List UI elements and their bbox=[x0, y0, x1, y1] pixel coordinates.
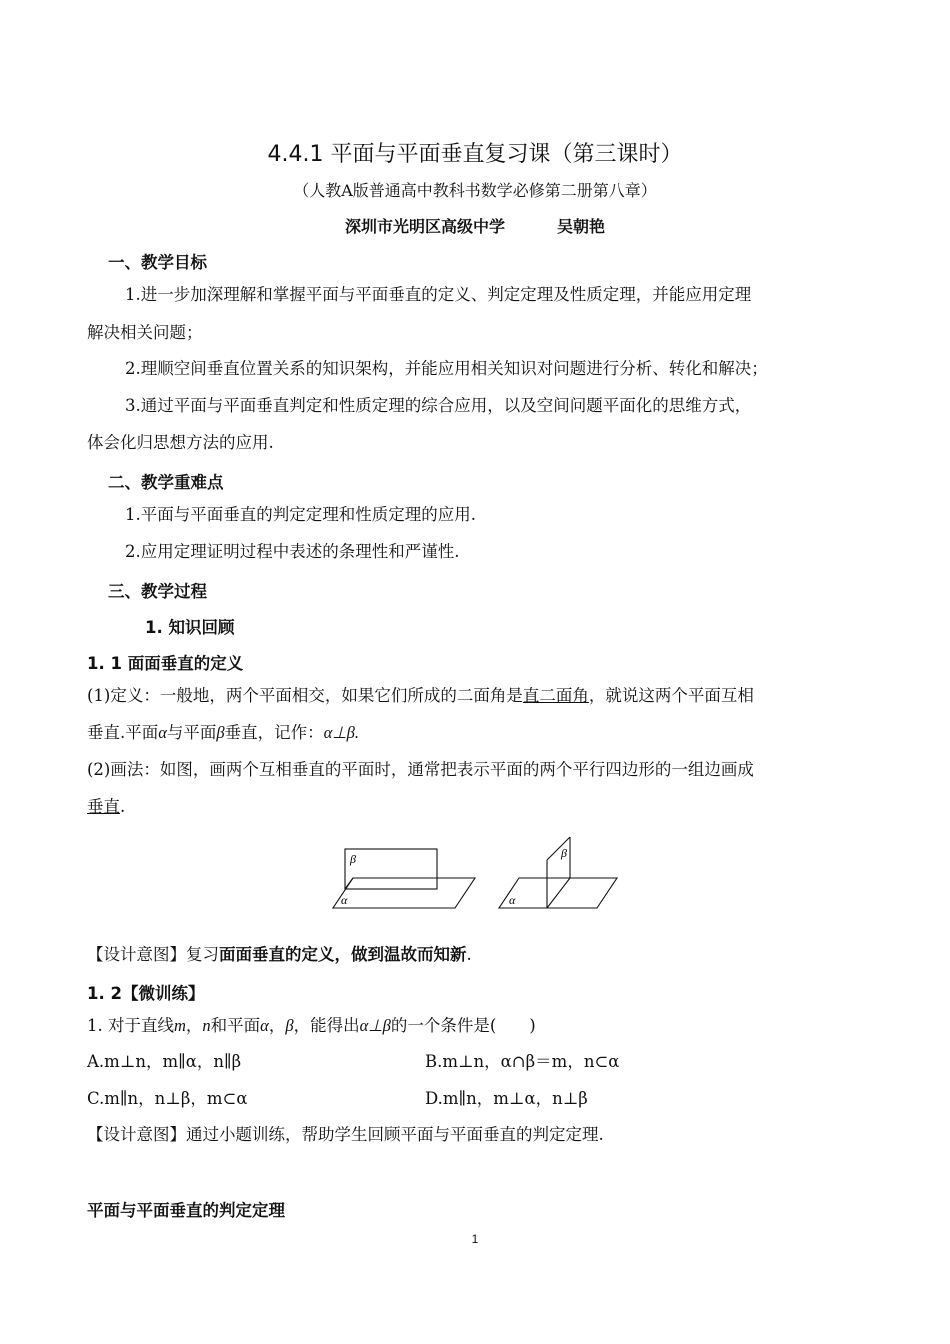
school-name: 深圳市光明区高级中学 bbox=[344, 217, 505, 236]
option-b: B.m⊥n，α∩β＝m，n⊂α bbox=[425, 1052, 620, 1071]
right-intersection-line bbox=[547, 878, 570, 908]
design-intent-2: 【设计意图】通过小题训练，帮助学生回顾平面与平面垂直的判定定理. bbox=[87, 1125, 604, 1144]
left-plane-alpha bbox=[333, 878, 475, 908]
option-a: A.m⊥n，m∥α，n∥β bbox=[87, 1052, 242, 1071]
design-intent-1: 【设计意图】复习面面垂直的定义，做到温故而知新. bbox=[87, 945, 472, 964]
key-points-heading: 二、教学重难点 bbox=[108, 473, 224, 492]
right-beta-label: β bbox=[561, 846, 567, 860]
option-d: D.m∥n，m⊥α，n⊥β bbox=[425, 1089, 588, 1108]
perpendicular-planes-figure bbox=[325, 830, 625, 915]
definition-line-2: 垂直.平面α与平面β垂直，记作：α⊥β. bbox=[87, 723, 360, 742]
process-heading: 三、教学过程 bbox=[108, 582, 207, 601]
key-point-1: 1.平面与平面垂直的判定定理和性质定理的应用. bbox=[125, 505, 476, 524]
option-c: C.m∥n，n⊥β，m⊂α bbox=[87, 1089, 248, 1108]
definition-heading: 1. 1 面面垂直的定义 bbox=[87, 654, 244, 673]
right-alpha-label: α bbox=[509, 893, 516, 907]
page-subtitle: （人教A版普通高中教科书数学必修第二册第八章） bbox=[293, 181, 657, 200]
left-alpha-label: α bbox=[341, 893, 348, 907]
goal-1-line-1: 1.进一步加深理解和掌握平面与平面垂直的定义、判定定理及性质定理，并能应用定理 bbox=[125, 285, 752, 304]
theorem-heading: 平面与平面垂直的判定定理 bbox=[87, 1201, 285, 1220]
key-point-2: 2.应用定理证明过程中表述的条理性和严谨性. bbox=[125, 542, 460, 561]
goal-1-line-2: 解决相关问题； bbox=[87, 323, 203, 342]
right-dihedral-angle-term: 直二面角 bbox=[522, 686, 589, 705]
left-plane-beta bbox=[345, 849, 437, 889]
question-1: 1. 对于直线m，n和平面α，β，能得出α⊥β的一个条件是( ) bbox=[87, 1016, 536, 1035]
left-beta-label: β bbox=[350, 852, 356, 866]
goals-heading: 一、教学目标 bbox=[108, 253, 207, 272]
definition-line-1: (1)定义：一般地，两个平面相交，如果它们所成的二面角是直二面角，就说这两个平面互相 bbox=[87, 686, 754, 705]
goal-2: 2.理顺空间垂直位置关系的知识架构，并能应用相关知识对问题进行分析、转化和解决； bbox=[125, 359, 768, 378]
goal-3-line-1: 3.通过平面与平面垂直判定和性质定理的综合应用，以及空间问题平面化的思维方式， bbox=[125, 396, 752, 415]
drawing-method-line-2: 垂直. bbox=[87, 797, 126, 816]
page-number: 1 bbox=[471, 1232, 479, 1246]
micro-training-heading: 1. 2【微训练】 bbox=[87, 984, 205, 1003]
page-title: 4.4.1 平面与平面垂直复习课（第三课时） bbox=[267, 142, 683, 167]
goal-3-line-2: 体会化归思想方法的应用. bbox=[87, 433, 274, 452]
author-name: 吴朝艳 bbox=[557, 217, 606, 236]
author-line bbox=[0, 214, 950, 237]
drawing-method-line-1: (2)画法：如图，画两个互相垂直的平面时，通常把表示平面的两个平行四边形的一组边画成 bbox=[87, 760, 754, 779]
figure-right-planes bbox=[499, 837, 617, 908]
review-heading: 1. 知识回顾 bbox=[145, 618, 235, 637]
perpendicular-term: 垂直 bbox=[87, 797, 120, 816]
left-fold-edge bbox=[345, 878, 353, 889]
